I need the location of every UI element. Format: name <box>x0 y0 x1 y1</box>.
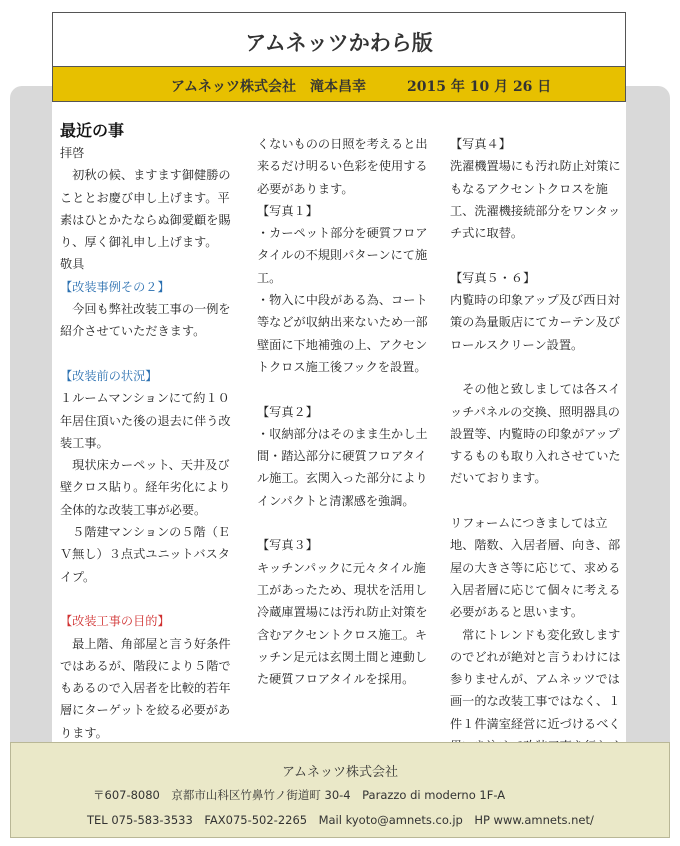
newsletter-title-box <box>52 12 626 66</box>
col3-paragraph: 常にトレンドも変化致しますのでどれが絶対と言うわけには参りませんが、アムネッツでは画一的な改装工事ではなく、１件１件満室経営に近づけるべく <box>450 627 621 731</box>
col1-paragraph: 最上階、角部屋と言う好条件ではあるが、階段により５階でもあるので入居者を比較的若年層にターゲットを絞る必要があります。 <box>60 636 231 740</box>
col1-paragraph: 【改装工事の目的】 <box>60 614 170 629</box>
issue-date: 2015 年 10 月 26 日 <box>407 79 552 95</box>
col2-paragraph: ・収納部分はそのまま生かし土間・踏込部分に硬質フロアタイル施工。玄関入った部分によりインパクトと清潔感を強調。 <box>257 426 428 508</box>
col2-paragraph: 【写真３】 <box>257 538 318 553</box>
col1-paragraph: 最近の事 <box>60 121 125 140</box>
col2-paragraph: くないものの日照を考えると出来るだけ明るい色彩を使用する必要があります。 <box>257 137 428 196</box>
col3-paragraph: リフォームにつきましては立地、階数、入居者層、向き、部屋の大きさ等に応じて、求める入居者層に応じて個々に考える必要があると思います。 <box>450 516 621 620</box>
article-column-3 <box>450 133 626 780</box>
col3-paragraph: 内覧時の印象アップ及び西日対策の為量販店にてカーテン及びロールスクリーン設置。 <box>450 293 621 352</box>
footer-address: 〒607-8080 京都市山科区竹鼻竹ノ街道町 30-4 Parazzo di moderno 1F-A <box>93 788 506 802</box>
col3-paragraph: その他と致しましては各スイッチパネルの交換、照明器具の設置等、内覧時の印象がアップするものも取り入れさせていただいております。 <box>450 382 621 486</box>
col3-paragraph: 【写真４】 <box>450 137 511 151</box>
col1-paragraph: 【改装事例その２】 <box>60 279 170 294</box>
col3-paragraph <box>450 244 626 266</box>
article-column-2 <box>257 133 435 690</box>
col1-paragraph: １ルームマンションにて約１０年居住頂いた後の退去に伴う改装工事。 <box>60 391 231 450</box>
col3-paragraph <box>450 490 626 512</box>
footer <box>10 742 670 838</box>
col1-paragraph: 今回も弊社改装工事の一例を紹介させていただきます。 <box>60 302 231 339</box>
col1-paragraph: 現状床カーペット、天井及び壁クロス貼り。経年劣化により全体的な改装工事が必要。 <box>60 458 231 517</box>
newsletter-title: アムネッツかわら版 <box>245 30 433 55</box>
col1-paragraph <box>60 343 236 365</box>
col2-paragraph <box>257 512 435 534</box>
col2-paragraph: 【写真１】 <box>257 203 318 218</box>
footer-company: アムネッツ株式会社 <box>281 765 399 780</box>
col2-paragraph: ・物入に中段がある為、コート等などが収納出来ないため一部壁面に下地補強の上、アクセントクロス施工後フックを設置。 <box>257 293 428 374</box>
col2-paragraph: 【写真２】 <box>257 404 318 419</box>
col3-paragraph <box>450 356 626 378</box>
col1-paragraph <box>60 588 236 610</box>
col1-paragraph: 初秋の候、ますます御健勝のこととお慶び申し上げます。平素はひとかたならぬ御愛顧を賜り、厚く御礼申し上げます。 敬具 <box>60 168 297 272</box>
article-body <box>52 102 626 742</box>
col2-paragraph: キッチンパックに元々タイル施工があったため、現状を活用し冷蔵庫置場には汚れ防止対策を含むアクセントクロス施工。キッチン足元は玄関土間と連動した硬質フロアタイルを採用。 <box>257 560 428 687</box>
col1-paragraph: 拝啓 <box>60 146 85 160</box>
col1-paragraph: ５階建マンションの５階（ＥＶ無し）３点式ユニットバスタイプ。 <box>60 525 231 584</box>
footer-contact: TEL 075-583-3533 FAX075-502-2265 Mail kyoto@amnets.co.jp HP www.amnets.net/ <box>87 813 594 827</box>
col3-paragraph: 洗濯機置場にも汚れ防止対策にもなるアクセントクロスを施工、洗濯機接続部分をワンタッチ式に取替。 <box>450 159 621 241</box>
col2-paragraph: ・カーペット部分を硬質フロアタイルの不規則パターンにて施工。 <box>257 226 428 285</box>
company-author: アムネッツ株式会社 滝本昌幸 <box>171 79 367 95</box>
col3-paragraph: 【写真５・６】 <box>450 270 536 285</box>
author-date-bar <box>52 66 626 102</box>
col2-paragraph <box>257 378 435 400</box>
col1-paragraph: 【改装前の状況】 <box>60 368 158 383</box>
